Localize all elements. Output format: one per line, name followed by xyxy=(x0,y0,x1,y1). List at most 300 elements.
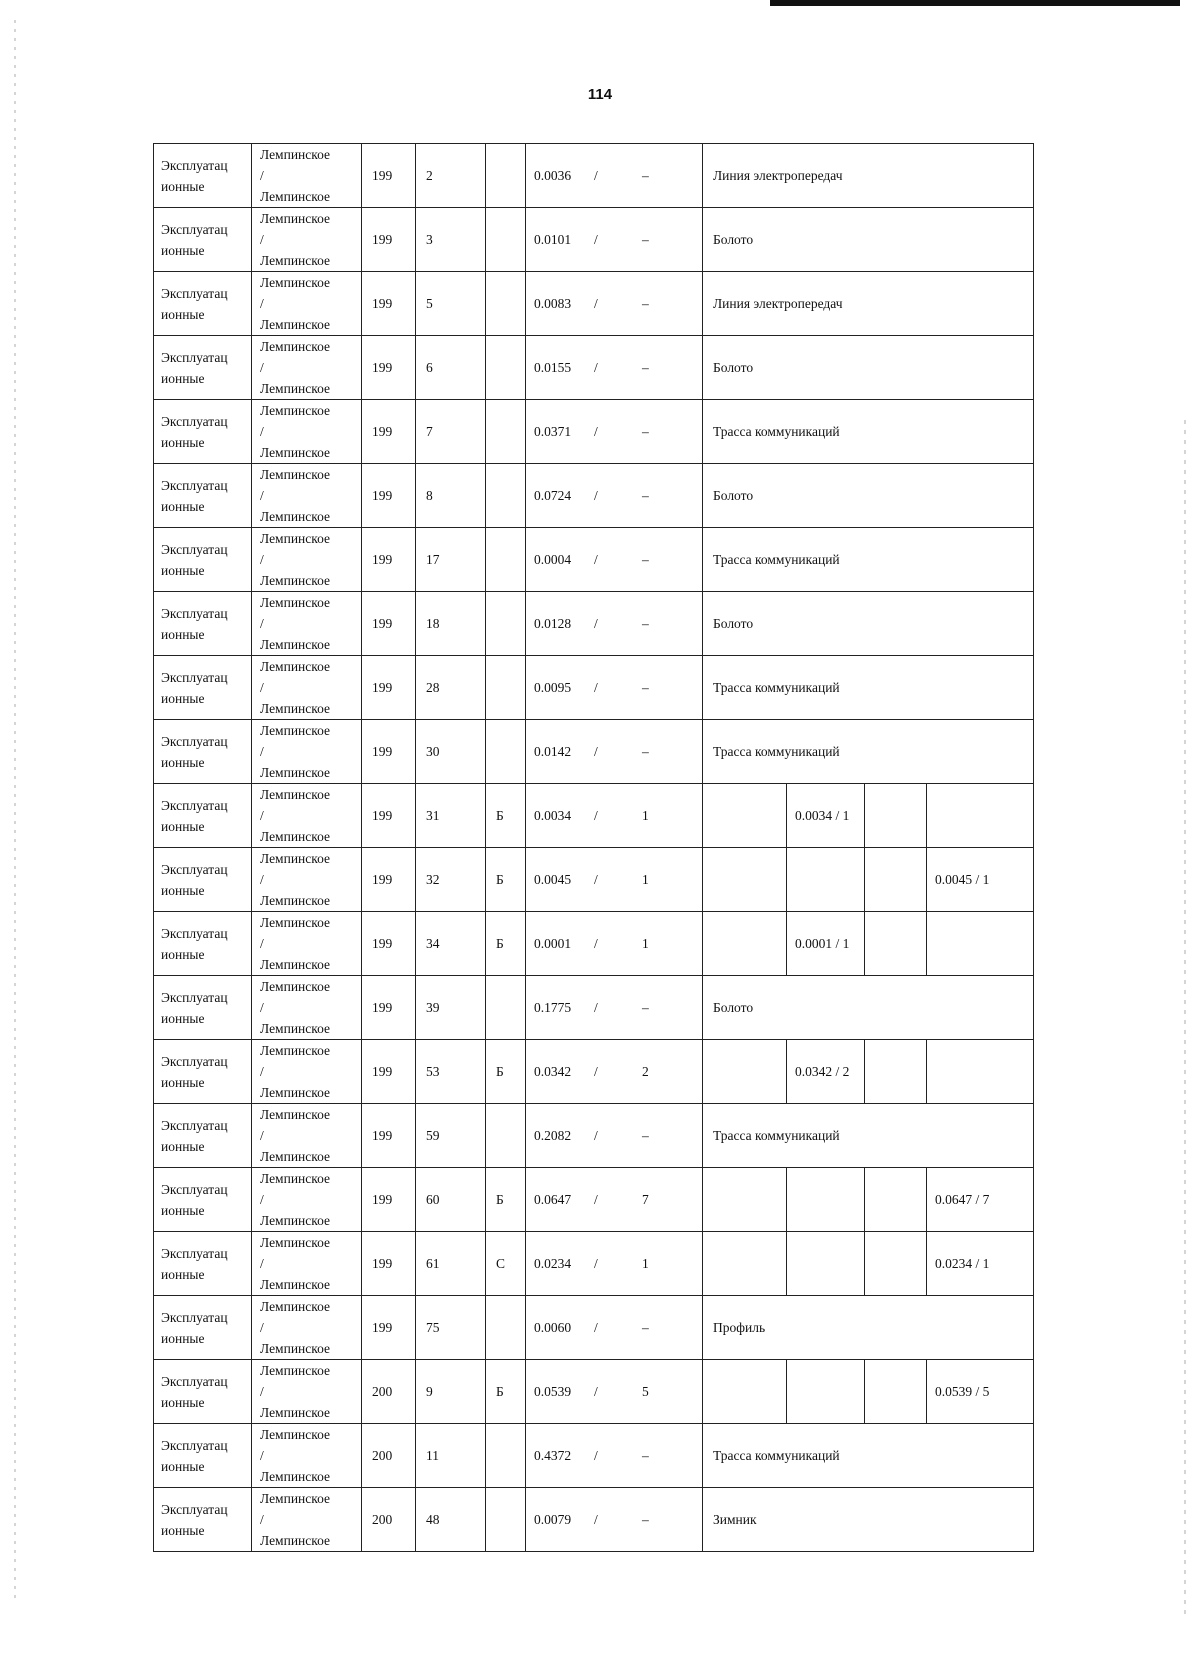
area-count: 1 xyxy=(642,1255,649,1271)
area-count: – xyxy=(642,423,649,439)
area-count: – xyxy=(642,743,649,759)
place-name-a: Лемпинское xyxy=(260,1107,331,1122)
value-cell-4: 0.0539 / 5 xyxy=(927,1360,1034,1424)
place-name-a: Лемпинское xyxy=(260,531,331,546)
place-cell xyxy=(252,528,362,592)
plot-cell: 7 xyxy=(416,400,486,464)
place-name-a: Лемпинское xyxy=(260,1363,331,1378)
place-separator: / xyxy=(260,872,264,887)
register-table xyxy=(153,143,1034,1552)
quarter-cell: 199 xyxy=(362,912,416,976)
area-cell xyxy=(526,400,703,464)
note-cell: Трасса коммуникаций xyxy=(703,1424,1034,1488)
area-count: 5 xyxy=(642,1383,649,1399)
place-cell xyxy=(252,1168,362,1232)
place-name-b: Лемпинское xyxy=(260,957,331,972)
value-cell-2 xyxy=(787,848,865,912)
place-separator: / xyxy=(260,232,264,247)
place-name-b: Лемпинское xyxy=(260,1533,331,1548)
area-count: – xyxy=(642,615,649,631)
area-cell xyxy=(526,720,703,784)
type-cell: Эксплуатац ионные xyxy=(154,272,252,336)
area-value: 0.0724 xyxy=(534,488,572,503)
note-cell: Болото xyxy=(703,208,1034,272)
area-cell xyxy=(526,464,703,528)
place-name-b: Лемпинское xyxy=(260,701,331,716)
category-cell: Б xyxy=(486,1168,526,1232)
table-row xyxy=(154,528,1034,592)
plot-cell: 34 xyxy=(416,912,486,976)
place-name-b: Лемпинское xyxy=(260,637,331,652)
quarter-cell: 199 xyxy=(362,784,416,848)
place-name-b: Лемпинское xyxy=(260,381,331,396)
value-cell-4 xyxy=(927,1040,1034,1104)
value-cell-3 xyxy=(865,1168,927,1232)
area-count: 1 xyxy=(642,935,649,951)
area-value: 0.4372 xyxy=(534,1448,572,1463)
place-name-b: Лемпинское xyxy=(260,253,331,268)
place-name-b: Лемпинское xyxy=(260,189,331,204)
place-separator: / xyxy=(260,936,264,951)
type-cell: Эксплуатац ионные xyxy=(154,784,252,848)
place-separator: / xyxy=(260,1448,264,1463)
area-slash: / xyxy=(594,871,598,887)
area-slash: / xyxy=(594,1191,598,1207)
area-value: 0.1775 xyxy=(534,1000,572,1015)
table-row xyxy=(154,144,1034,208)
value-cell-1 xyxy=(703,784,787,848)
category-cell: Б xyxy=(486,1040,526,1104)
place-name-a: Лемпинское xyxy=(260,1043,331,1058)
category-cell xyxy=(486,144,526,208)
place-separator: / xyxy=(260,1192,264,1207)
category-cell xyxy=(486,400,526,464)
area-count: 7 xyxy=(642,1191,649,1207)
area-value: 0.0036 xyxy=(534,168,572,183)
area-value: 0.0142 xyxy=(534,744,572,759)
quarter-cell: 199 xyxy=(362,208,416,272)
quarter-cell: 199 xyxy=(362,656,416,720)
value-cell-3 xyxy=(865,848,927,912)
place-name-a: Лемпинское xyxy=(260,1235,331,1250)
table-row xyxy=(154,720,1034,784)
type-cell: Эксплуатац ионные xyxy=(154,656,252,720)
quarter-cell: 199 xyxy=(362,1168,416,1232)
category-cell xyxy=(486,656,526,720)
category-cell: Б xyxy=(486,1360,526,1424)
area-count: – xyxy=(642,679,649,695)
place-name-a: Лемпинское xyxy=(260,339,331,354)
place-name-a: Лемпинское xyxy=(260,1491,331,1506)
place-name-b: Лемпинское xyxy=(260,1341,331,1356)
value-cell-4 xyxy=(927,912,1034,976)
place-name-b: Лемпинское xyxy=(260,1149,331,1164)
table-row xyxy=(154,976,1034,1040)
place-separator: / xyxy=(260,808,264,823)
place-cell xyxy=(252,1488,362,1552)
place-name-a: Лемпинское xyxy=(260,787,331,802)
place-name-b: Лемпинское xyxy=(260,829,331,844)
place-cell xyxy=(252,144,362,208)
quarter-cell: 199 xyxy=(362,1232,416,1296)
quarter-cell: 199 xyxy=(362,976,416,1040)
quarter-cell: 200 xyxy=(362,1360,416,1424)
table-row xyxy=(154,1424,1034,1488)
value-cell-2: 0.0001 / 1 xyxy=(787,912,865,976)
area-count: 1 xyxy=(642,871,649,887)
area-value: 0.0034 xyxy=(534,808,572,823)
table-row xyxy=(154,272,1034,336)
plot-cell: 32 xyxy=(416,848,486,912)
note-cell: Болото xyxy=(703,592,1034,656)
value-cell-4: 0.0045 / 1 xyxy=(927,848,1034,912)
area-slash: / xyxy=(594,1383,598,1399)
quarter-cell: 199 xyxy=(362,528,416,592)
category-cell xyxy=(486,1488,526,1552)
quarter-cell: 200 xyxy=(362,1488,416,1552)
place-cell xyxy=(252,1232,362,1296)
value-cell-4 xyxy=(927,784,1034,848)
area-slash: / xyxy=(594,231,598,247)
area-value: 0.0342 xyxy=(534,1064,572,1079)
place-name-b: Лемпинское xyxy=(260,1021,331,1036)
area-count: – xyxy=(642,1319,649,1335)
area-cell xyxy=(526,208,703,272)
note-cell: Трасса коммуникаций xyxy=(703,528,1034,592)
place-name-b: Лемпинское xyxy=(260,1213,331,1228)
place-separator: / xyxy=(260,1320,264,1335)
type-cell: Эксплуатац ионные xyxy=(154,592,252,656)
area-slash: / xyxy=(594,1127,598,1143)
place-name-a: Лемпинское xyxy=(260,723,331,738)
area-slash: / xyxy=(594,615,598,631)
type-cell: Эксплуатац ионные xyxy=(154,1104,252,1168)
plot-cell: 31 xyxy=(416,784,486,848)
place-separator: / xyxy=(260,360,264,375)
area-slash: / xyxy=(594,1319,598,1335)
value-cell-2 xyxy=(787,1232,865,1296)
place-separator: / xyxy=(260,1000,264,1015)
area-cell xyxy=(526,1040,703,1104)
table-row xyxy=(154,848,1034,912)
value-cell-4: 0.0234 / 1 xyxy=(927,1232,1034,1296)
area-value: 0.0079 xyxy=(534,1512,572,1527)
scan-edge-left xyxy=(14,20,16,1600)
value-cell-2: 0.0034 / 1 xyxy=(787,784,865,848)
note-cell: Профиль xyxy=(703,1296,1034,1360)
note-cell: Трасса коммуникаций xyxy=(703,720,1034,784)
area-cell xyxy=(526,592,703,656)
area-cell xyxy=(526,976,703,1040)
scan-edge-right xyxy=(1184,420,1186,1620)
area-slash: / xyxy=(594,1447,598,1463)
area-count: 1 xyxy=(642,807,649,823)
value-cell-1 xyxy=(703,1232,787,1296)
type-cell: Эксплуатац ионные xyxy=(154,208,252,272)
table-row xyxy=(154,1488,1034,1552)
type-cell: Эксплуатац ионные xyxy=(154,464,252,528)
area-slash: / xyxy=(594,167,598,183)
table-row xyxy=(154,1360,1034,1424)
area-slash: / xyxy=(594,1255,598,1271)
table-row xyxy=(154,1168,1034,1232)
place-cell xyxy=(252,1296,362,1360)
place-cell xyxy=(252,1424,362,1488)
place-name-a: Лемпинское xyxy=(260,851,331,866)
place-cell xyxy=(252,912,362,976)
place-name-a: Лемпинское xyxy=(260,1171,331,1186)
category-cell xyxy=(486,720,526,784)
place-name-a: Лемпинское xyxy=(260,275,331,290)
area-slash: / xyxy=(594,359,598,375)
type-cell: Эксплуатац ионные xyxy=(154,720,252,784)
place-name-b: Лемпинское xyxy=(260,765,331,780)
table-row xyxy=(154,592,1034,656)
category-cell xyxy=(486,592,526,656)
area-slash: / xyxy=(594,487,598,503)
category-cell xyxy=(486,528,526,592)
area-slash: / xyxy=(594,935,598,951)
place-cell xyxy=(252,784,362,848)
place-separator: / xyxy=(260,552,264,567)
type-cell: Эксплуатац ионные xyxy=(154,1232,252,1296)
place-name-a: Лемпинское xyxy=(260,979,331,994)
area-count: – xyxy=(642,1447,649,1463)
place-separator: / xyxy=(260,296,264,311)
area-value: 0.0539 xyxy=(534,1384,572,1399)
place-separator: / xyxy=(260,680,264,695)
table-row xyxy=(154,464,1034,528)
area-slash: / xyxy=(594,999,598,1015)
quarter-cell: 199 xyxy=(362,848,416,912)
value-cell-1 xyxy=(703,1168,787,1232)
place-separator: / xyxy=(260,1256,264,1271)
quarter-cell: 199 xyxy=(362,400,416,464)
plot-cell: 53 xyxy=(416,1040,486,1104)
type-cell: Эксплуатац ионные xyxy=(154,912,252,976)
plot-cell: 6 xyxy=(416,336,486,400)
place-separator: / xyxy=(260,1128,264,1143)
area-count: – xyxy=(642,295,649,311)
plot-cell: 28 xyxy=(416,656,486,720)
area-cell xyxy=(526,1424,703,1488)
table-row xyxy=(154,656,1034,720)
plot-cell: 5 xyxy=(416,272,486,336)
quarter-cell: 199 xyxy=(362,272,416,336)
area-cell xyxy=(526,1360,703,1424)
place-separator: / xyxy=(260,488,264,503)
value-cell-3 xyxy=(865,784,927,848)
area-count: – xyxy=(642,359,649,375)
quarter-cell: 199 xyxy=(362,720,416,784)
plot-cell: 8 xyxy=(416,464,486,528)
quarter-cell: 199 xyxy=(362,1296,416,1360)
note-cell: Трасса коммуникаций xyxy=(703,1104,1034,1168)
area-cell xyxy=(526,656,703,720)
area-cell xyxy=(526,336,703,400)
area-cell xyxy=(526,912,703,976)
category-cell: Б xyxy=(486,848,526,912)
place-cell xyxy=(252,592,362,656)
place-name-b: Лемпинское xyxy=(260,445,331,460)
table-row xyxy=(154,1104,1034,1168)
table-row xyxy=(154,1296,1034,1360)
place-name-a: Лемпинское xyxy=(260,659,331,674)
area-slash: / xyxy=(594,743,598,759)
type-cell: Эксплуатац ионные xyxy=(154,976,252,1040)
area-value: 0.0004 xyxy=(534,552,572,567)
type-cell: Эксплуатац ионные xyxy=(154,1424,252,1488)
plot-cell: 59 xyxy=(416,1104,486,1168)
place-name-b: Лемпинское xyxy=(260,1277,331,1292)
place-separator: / xyxy=(260,744,264,759)
plot-cell: 39 xyxy=(416,976,486,1040)
register-rows xyxy=(154,144,1034,1552)
plot-cell: 48 xyxy=(416,1488,486,1552)
value-cell-2 xyxy=(787,1168,865,1232)
area-value: 0.0101 xyxy=(534,232,572,247)
place-name-b: Лемпинское xyxy=(260,573,331,588)
value-cell-1 xyxy=(703,1040,787,1104)
area-value: 0.0095 xyxy=(534,680,572,695)
table-row xyxy=(154,336,1034,400)
area-cell xyxy=(526,528,703,592)
area-cell xyxy=(526,1168,703,1232)
plot-cell: 2 xyxy=(416,144,486,208)
type-cell: Эксплуатац ионные xyxy=(154,1296,252,1360)
plot-cell: 18 xyxy=(416,592,486,656)
place-name-a: Лемпинское xyxy=(260,915,331,930)
type-cell: Эксплуатац ионные xyxy=(154,144,252,208)
area-slash: / xyxy=(594,423,598,439)
place-separator: / xyxy=(260,424,264,439)
place-name-a: Лемпинское xyxy=(260,1427,331,1442)
area-value: 0.0128 xyxy=(534,616,572,631)
type-cell: Эксплуатац ионные xyxy=(154,1488,252,1552)
quarter-cell: 199 xyxy=(362,464,416,528)
area-cell xyxy=(526,1232,703,1296)
place-name-b: Лемпинское xyxy=(260,893,331,908)
place-cell xyxy=(252,720,362,784)
place-cell xyxy=(252,464,362,528)
area-count: – xyxy=(642,231,649,247)
area-slash: / xyxy=(594,807,598,823)
area-cell xyxy=(526,848,703,912)
category-cell: Б xyxy=(486,912,526,976)
place-cell xyxy=(252,400,362,464)
place-cell xyxy=(252,848,362,912)
place-name-b: Лемпинское xyxy=(260,1085,331,1100)
type-cell: Эксплуатац ионные xyxy=(154,336,252,400)
note-cell: Болото xyxy=(703,336,1034,400)
quarter-cell: 199 xyxy=(362,592,416,656)
value-cell-1 xyxy=(703,912,787,976)
place-separator: / xyxy=(260,1064,264,1079)
area-value: 0.0234 xyxy=(534,1256,572,1271)
area-cell xyxy=(526,1104,703,1168)
area-slash: / xyxy=(594,1511,598,1527)
area-value: 0.0155 xyxy=(534,360,572,375)
table-row xyxy=(154,400,1034,464)
plot-cell: 30 xyxy=(416,720,486,784)
category-cell xyxy=(486,1424,526,1488)
place-cell xyxy=(252,1040,362,1104)
place-cell xyxy=(252,272,362,336)
plot-cell: 9 xyxy=(416,1360,486,1424)
page-number: 114 xyxy=(587,86,613,103)
note-cell: Линия электропередач xyxy=(703,144,1034,208)
category-cell xyxy=(486,208,526,272)
category-cell xyxy=(486,272,526,336)
value-cell-1 xyxy=(703,848,787,912)
note-cell: Трасса коммуникаций xyxy=(703,400,1034,464)
table-row xyxy=(154,1232,1034,1296)
area-slash: / xyxy=(594,679,598,695)
area-value: 0.0001 xyxy=(534,936,572,951)
area-count: – xyxy=(642,1127,649,1143)
quarter-cell: 199 xyxy=(362,1040,416,1104)
value-cell-3 xyxy=(865,1232,927,1296)
category-cell xyxy=(486,464,526,528)
place-name-a: Лемпинское xyxy=(260,595,331,610)
table-row xyxy=(154,208,1034,272)
table-row xyxy=(154,1040,1034,1104)
place-separator: / xyxy=(260,168,264,183)
type-cell: Эксплуатац ионные xyxy=(154,1168,252,1232)
type-cell: Эксплуатац ионные xyxy=(154,1040,252,1104)
table-row xyxy=(154,912,1034,976)
area-slash: / xyxy=(594,295,598,311)
type-cell: Эксплуатац ионные xyxy=(154,848,252,912)
quarter-cell: 199 xyxy=(362,1104,416,1168)
plot-cell: 75 xyxy=(416,1296,486,1360)
plot-cell: 61 xyxy=(416,1232,486,1296)
area-cell xyxy=(526,1488,703,1552)
plot-cell: 3 xyxy=(416,208,486,272)
place-cell xyxy=(252,656,362,720)
area-count: – xyxy=(642,1511,649,1527)
note-cell: Трасса коммуникаций xyxy=(703,656,1034,720)
value-cell-2: 0.0342 / 2 xyxy=(787,1040,865,1104)
plot-cell: 11 xyxy=(416,1424,486,1488)
note-cell: Зимник xyxy=(703,1488,1034,1552)
area-count: – xyxy=(642,167,649,183)
value-cell-3 xyxy=(865,912,927,976)
category-cell xyxy=(486,976,526,1040)
place-separator: / xyxy=(260,616,264,631)
place-cell xyxy=(252,336,362,400)
place-name-a: Лемпинское xyxy=(260,403,331,418)
table-row xyxy=(154,784,1034,848)
category-cell: Б xyxy=(486,784,526,848)
note-cell: Болото xyxy=(703,464,1034,528)
value-cell-1 xyxy=(703,1360,787,1424)
note-cell: Болото xyxy=(703,976,1034,1040)
place-cell xyxy=(252,976,362,1040)
value-cell-3 xyxy=(865,1360,927,1424)
place-cell xyxy=(252,208,362,272)
area-value: 0.0371 xyxy=(534,424,572,439)
category-cell xyxy=(486,336,526,400)
quarter-cell: 199 xyxy=(362,144,416,208)
area-slash: / xyxy=(594,1063,598,1079)
place-separator: / xyxy=(260,1512,264,1527)
area-value: 0.0083 xyxy=(534,296,572,311)
place-cell xyxy=(252,1360,362,1424)
area-cell xyxy=(526,144,703,208)
place-cell xyxy=(252,1104,362,1168)
type-cell: Эксплуатац ионные xyxy=(154,528,252,592)
